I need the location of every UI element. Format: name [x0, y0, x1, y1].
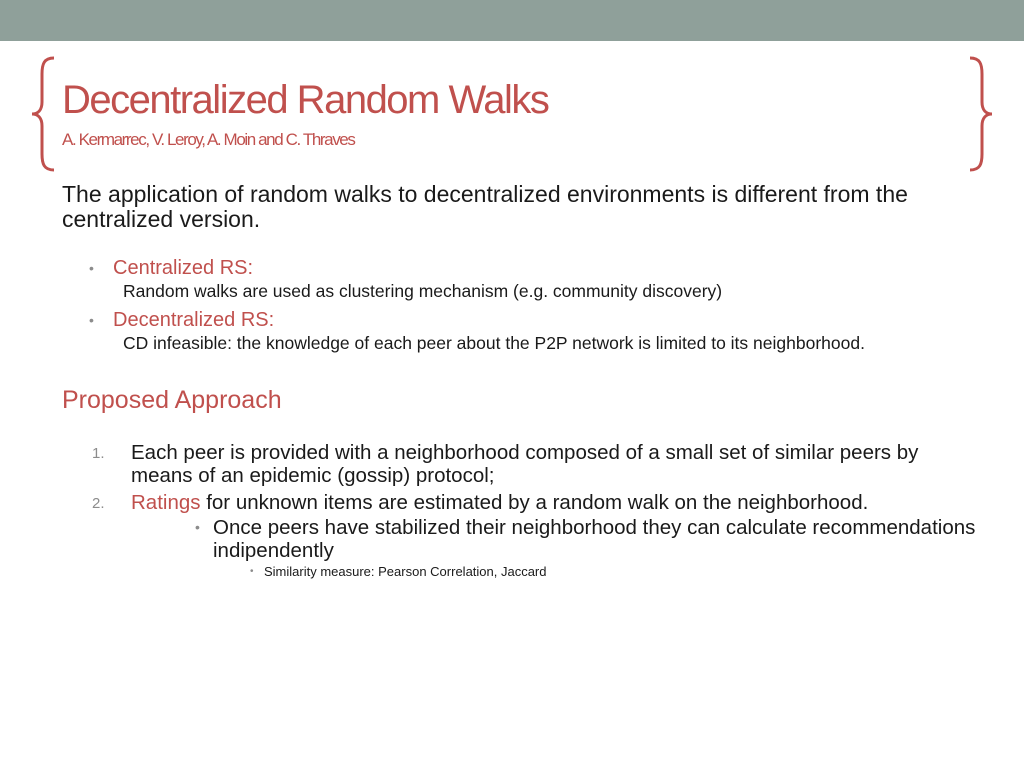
rs-comparison-list [62, 255, 982, 353]
slide-content [62, 182, 982, 585]
decentralized-rs-heading: Decentralized RS: [113, 309, 275, 331]
step-accent: Ratings [131, 491, 201, 514]
step-text: Each peer is provided with a neighborhood composed of a small set of similar peers by means of an epidemic (gossip) protocol; [131, 441, 919, 487]
intro-text: The application of random walks to decentralized environments is different from the centralized version. [62, 181, 908, 232]
nested-point [131, 516, 982, 562]
slide-subtitle: A. Kermarrec, V. Leroy, A. Moin and C. Thraves [62, 130, 355, 149]
bullet-icon: • [89, 312, 94, 328]
nested-subpoint [131, 563, 982, 581]
centralized-rs-desc: Random walks are used as clustering mechanism (e.g. community discovery) [123, 281, 723, 301]
left-brace-icon [30, 56, 62, 172]
list-item [62, 255, 982, 301]
list-item [62, 441, 982, 487]
nested-point-text: Once peers have stabilized their neighborhood they can calculate recommendations indipendently [213, 516, 976, 562]
nested-subpoint-text: Similarity measure: Pearson Correlation, Jaccard [264, 564, 547, 579]
bullet-icon: • [250, 566, 254, 577]
step-text: for unknown items are estimated by a random walk on the neighborhood. [200, 491, 869, 514]
step-number: 2. [92, 495, 105, 512]
list-item [62, 307, 982, 353]
bullet-icon: • [89, 260, 94, 276]
centralized-rs-heading: Centralized RS: [113, 257, 254, 279]
list-item [62, 491, 982, 581]
approach-steps [62, 441, 982, 581]
bullet-icon: • [195, 519, 200, 535]
slide-title: Decentralized Random Walks [62, 78, 549, 122]
decentralized-rs-desc: CD infeasible: the knowledge of each peer about the P2P network is limited to its neighborhood. [123, 333, 865, 353]
right-brace-icon [962, 56, 994, 172]
section-heading: Proposed Approach [62, 386, 282, 414]
top-bar [0, 0, 1024, 41]
step-number: 1. [92, 445, 105, 462]
